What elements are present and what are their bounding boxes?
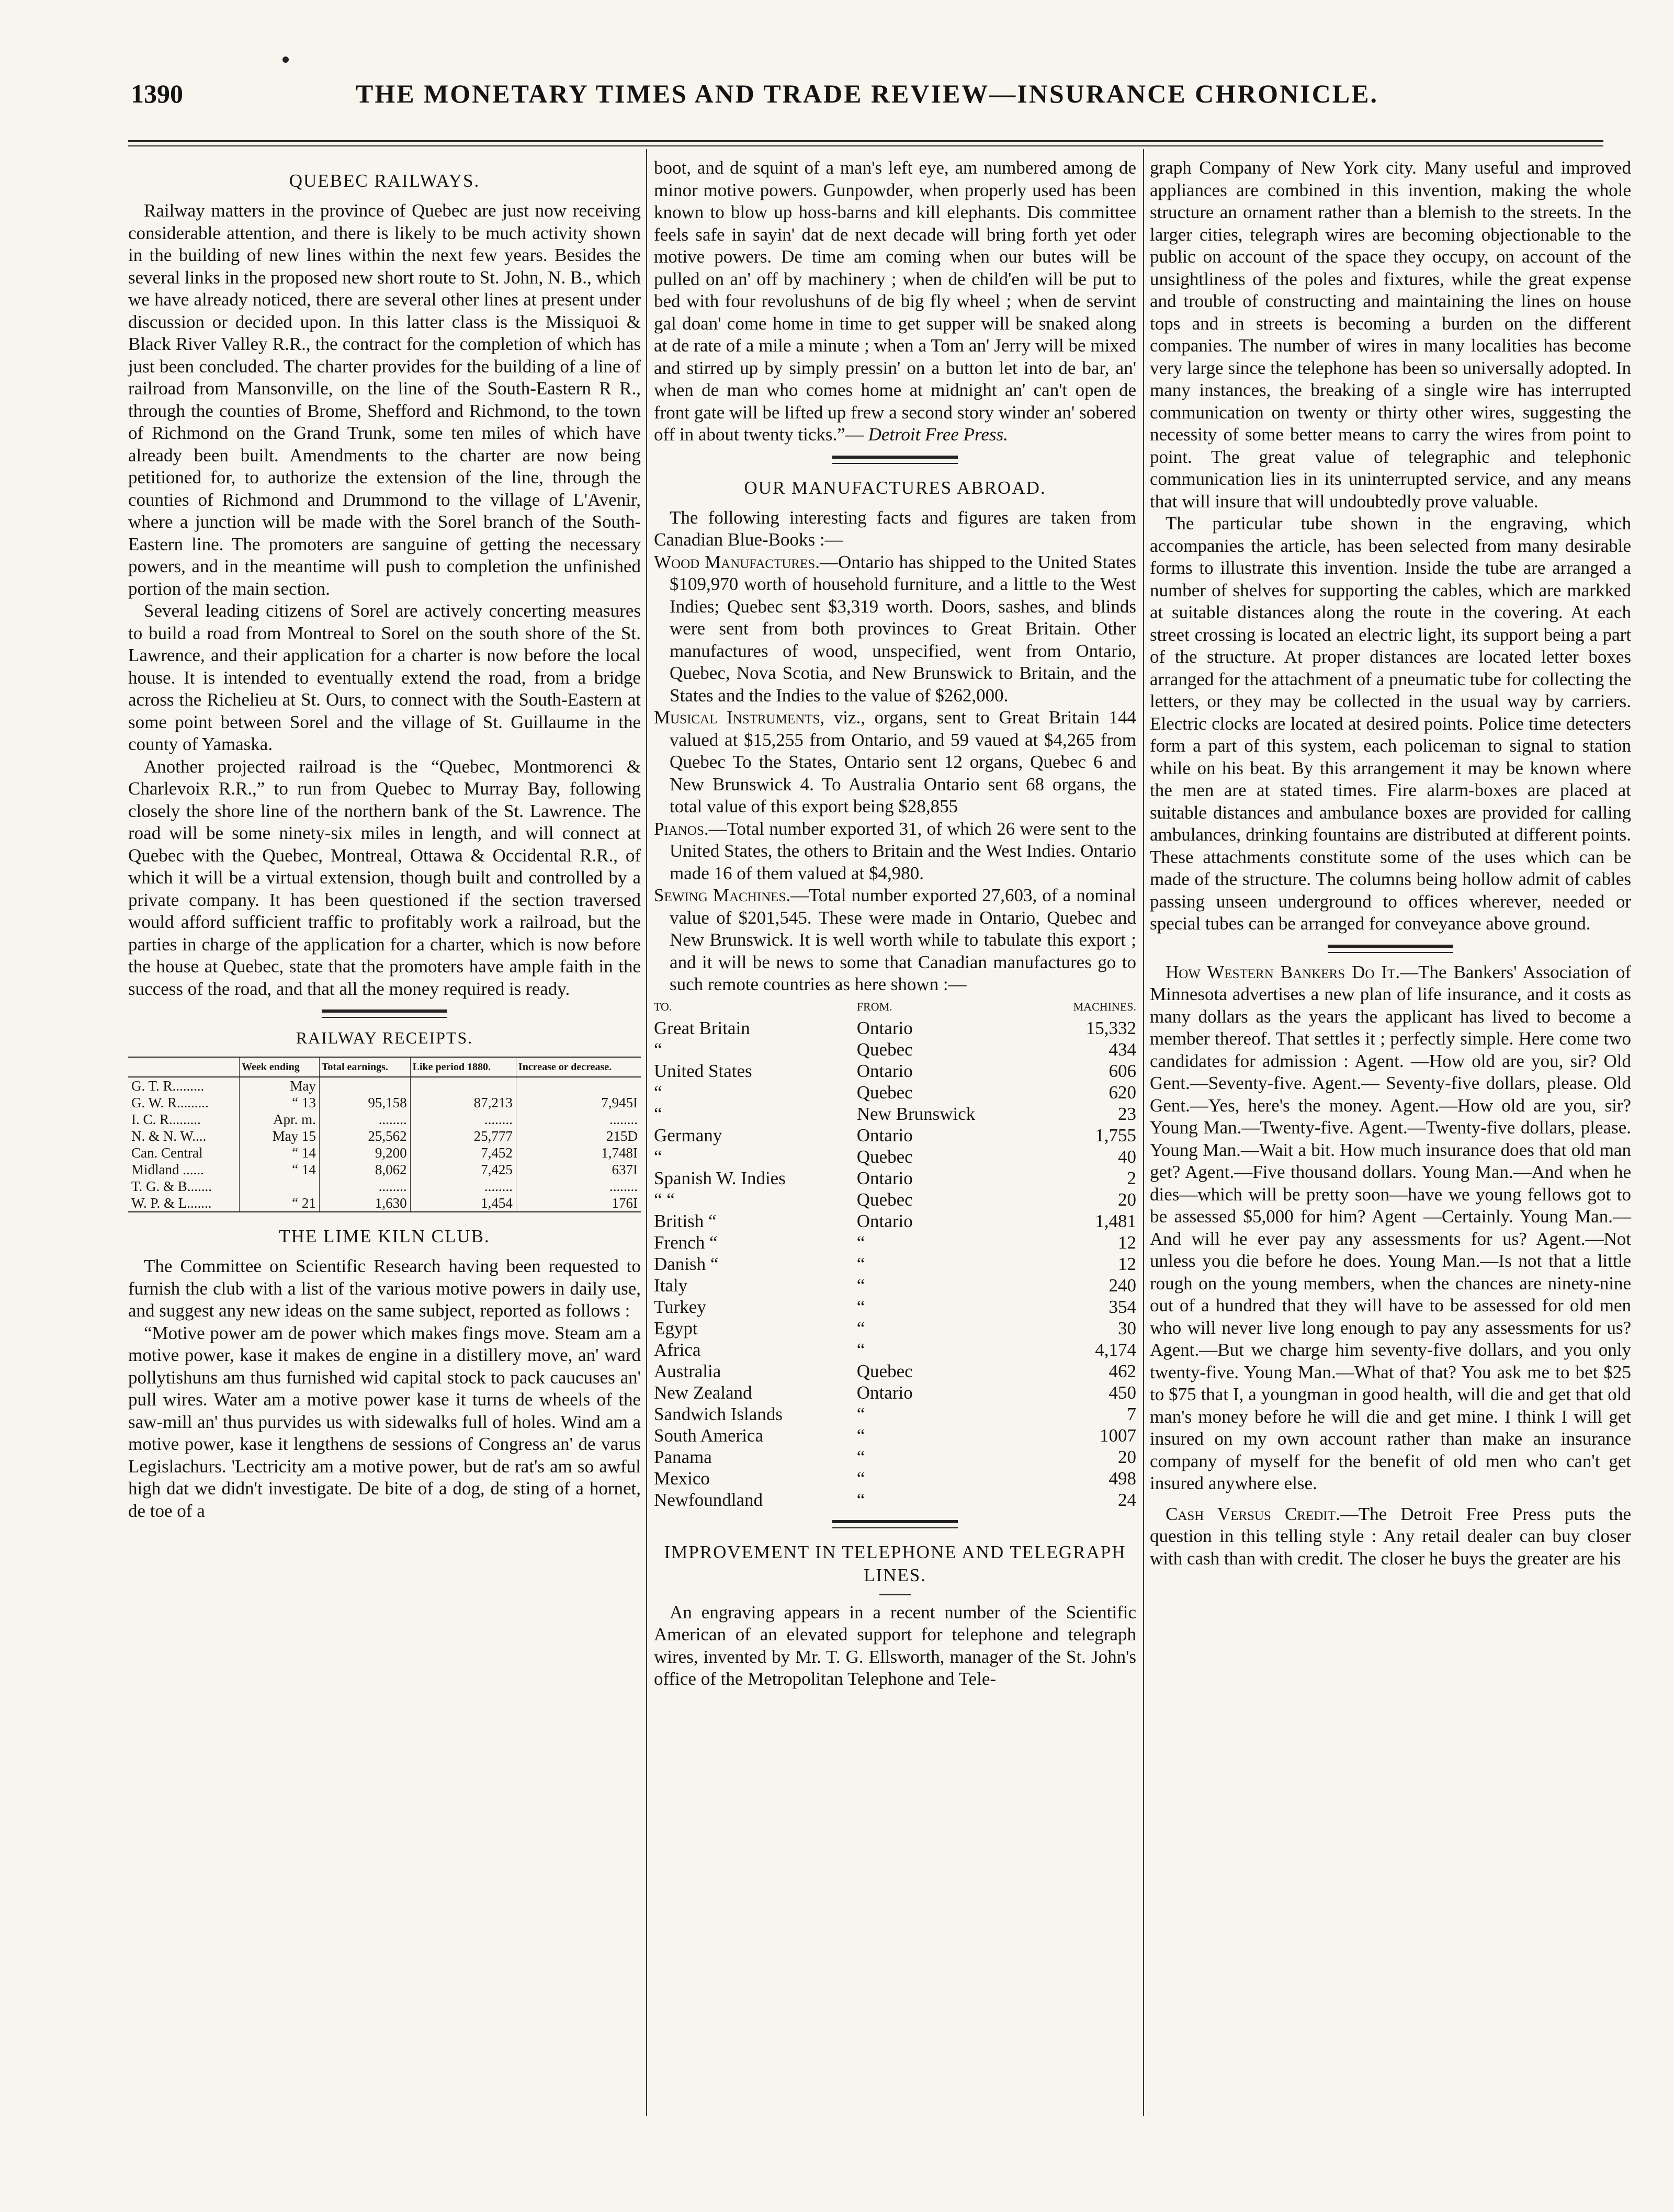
machines-cell: Quebec <box>856 1039 913 1060</box>
quebec-paragraph-1: Railway matters in the province of Quebec are just now receiving considerable attention, and there is likely to be much activity shown in the building of new lines within the next few years. Besides the several links in the proposed new short route to St. John, N. B., which we have already noticed, there are several other lines at present under discussion or decided upon. In this latter class is the Missiquoi & Black River Valley R.R., the contract for the completion of which has just been concluded. The charter provides for the building of a line of railroad from Mansonville, on the line of the South-Eastern R R., through the counties of Brome, Shefford and Richmond, to the town of Richmond on the Grand Trunk, some ten miles of which have already been built. Amendments to the charter are now being petitioned for, to authorize the extension of the line, through the counties of Richmond and Drummond to the village of L'Avenir, where a junction will be made with the Sorel branch of the South-Eastern line. The promoters are sanguine of getting the necessary powers, and in the meantime will push to completion the unfinished portion of the main section. <box>128 200 641 599</box>
machines-cell: Turkey <box>654 1296 706 1317</box>
section-separator <box>1328 945 1453 948</box>
lime-kiln-text: boot, and de squint of a man's left eye, am numbered among de minor motive powers. Gunpowder, when properly used has been known to blow up hoss-barns and kill elephants. Dis committee feels safe in sayin' dat de next decade will bring forth yet oder motive powers. De time am coming when our butes will be pulled on an' off by machinery ; when de child'en will be put to bed with four revolushuns of de big fly wheel ; when de servint gal doan' come home in time to get supper will be snaked along at de rate of a mile a minute ; when a Tom an' Jerry will be mixed and stirred up by simply pressin' on a button let into de bar, an' when de man who comes home at midnight an' can't open de front gate will be lifted up frew a second story winder an' sobered off in about twenty ticks.”— <box>654 157 1136 445</box>
cash-heading: Cash Versus Credit. <box>1166 1503 1340 1524</box>
music-text: viz., organs, sent to Great Britain 144 valued at $15,255 from Ontario, and 59 vaued at $4,265 from Quebec To the States, Ontario sent 12 organs, Quebec 6 and New Brunswick 4. To Australia Ontario sent 68 organs, the total value of this export being $28,855 <box>670 707 1136 816</box>
machines-cell: 1,755 <box>1095 1125 1136 1145</box>
header-rule-thin <box>128 145 1603 146</box>
quebec-paragraph-3: Another projected railroad is the “Quebec, Montmorenci & Charlevoix R.R.,” to run from Quebec to Murray Bay, following closely the shore line of the northern bank of the St. Lawrence. The road will be some ninety-six miles in length, and will connect at Quebec with the Quebec, Montreal, Ottawa & Occidental R.R., of which it will be a virtual extension, though built and controlled by a private company. It has been questioned if the section traversed would afford sufficient traffic to profitably work a railroad, but the parties in charge of the application for a charter, which is now before the house at Quebec, state that the promoters have ample faith in the success of the road, and that all the money required is ready. <box>128 756 641 999</box>
receipts-column-header: Increase or decrease. <box>516 1057 641 1077</box>
receipts-cell: 25,777 <box>410 1128 516 1144</box>
machines-cell: Quebec <box>856 1146 913 1167</box>
receipts-row <box>128 1128 641 1144</box>
machines-column-header: TO. <box>654 1000 672 1013</box>
receipts-cell: “ 14 <box>240 1161 320 1178</box>
machines-row <box>654 1318 1136 1339</box>
machines-cell: “ <box>856 1318 865 1338</box>
machines-cell: Panama <box>654 1446 712 1467</box>
machines-row <box>654 1189 1136 1210</box>
machines-cell: 240 <box>1109 1275 1136 1296</box>
receipts-cell: W. P. & L....... <box>128 1195 240 1212</box>
receipts-cell: 25,562 <box>319 1128 410 1144</box>
machines-cell: 7 <box>1127 1403 1136 1424</box>
lime-kiln-source: Detroit Free Press. <box>868 424 1008 445</box>
wood-manufactures <box>654 551 1136 707</box>
machines-cell: 4,174 <box>1095 1339 1136 1360</box>
machines-cell: “ <box>654 1082 662 1103</box>
machines-row <box>654 1468 1136 1489</box>
column-3 <box>1150 157 1631 1570</box>
receipts-cell: 637I <box>516 1161 641 1178</box>
column-rule <box>1143 149 1144 2116</box>
machines-cell: 606 <box>1109 1060 1136 1081</box>
machines-row <box>654 1125 1136 1146</box>
receipts-cell <box>319 1077 410 1094</box>
machines-cell: Quebec <box>856 1082 913 1103</box>
pianos-heading: Pianos. <box>654 818 709 839</box>
sewing-text: —Total number exported 27,603, of a nominal value of $201,545. These were made in Ontario, Quebec and New Brunswick. It is well worth while to tabulate this export ; and it will be news to some that Canadian manufactures go to such remote countries as here shown :— <box>670 885 1136 994</box>
receipts-cell: 95,158 <box>319 1094 410 1111</box>
section-separator <box>832 1520 958 1523</box>
machines-cell: “ “ <box>654 1189 675 1210</box>
machines-cell: United States <box>654 1060 752 1081</box>
machines-cell: Ontario <box>856 1125 913 1145</box>
machines-cell: “ <box>654 1146 662 1167</box>
machines-cell: 12 <box>1118 1232 1136 1253</box>
receipts-cell: 87,213 <box>410 1094 516 1111</box>
column-rule <box>646 149 647 2116</box>
receipts-row <box>128 1144 641 1161</box>
machines-cell: Quebec <box>856 1360 913 1381</box>
machines-row <box>654 1103 1136 1125</box>
machines-cell: Ontario <box>856 1167 913 1188</box>
machines-row <box>654 1403 1136 1425</box>
machines-row <box>654 1017 1136 1039</box>
receipts-cell: 8,062 <box>319 1161 410 1178</box>
receipts-row <box>128 1195 641 1212</box>
receipts-cell: ........ <box>319 1178 410 1195</box>
page-number: 1390 <box>131 79 183 108</box>
receipts-cell: G. W. R......... <box>131 1095 209 1110</box>
section-separator-thin <box>832 463 958 464</box>
machines-cell: 20 <box>1118 1446 1136 1467</box>
machines-cell: “ <box>856 1339 865 1360</box>
page-title: THE MONETARY TIMES AND TRADE REVIEW—INSURANCE CHRONICLE. <box>356 79 1378 108</box>
receipts-column-header: Week ending <box>240 1057 320 1077</box>
machines-cell: “ <box>856 1446 865 1467</box>
receipts-row <box>128 1111 641 1128</box>
machines-cell: “ <box>654 1039 662 1060</box>
receipts-cell: 176I <box>516 1195 641 1212</box>
receipts-cell: G. T. R......... <box>131 1078 205 1094</box>
manufactures-title: OUR MANUFACTURES ABROAD. <box>744 477 1046 498</box>
machines-cell: Sandwich Islands <box>654 1403 783 1424</box>
telephone-paragraph-3: The particular tube shown in the engraving, which accompanies the article, has been selected from many desirable forms to illustrate this invention. Inside the tube are arranged a number of shelves for supporting the cables, which are markked at suitable distances along the route in the covering. At each street crossing is located an electric light, its support being a part of the structure. At proper distances are located letter boxes arranged for the attachment of a pneumatic tube for collecting the letters, or they may be collected in the usual way by carriers. Electric clocks are located at desired points. Police time detecters form a part of this system, each policeman to signal to station while on his beat. By this arrangement it may be known where the men are at stated times. Fire alarm-boxes are placed at suitable distances and ambulance boxes are provided for calling ambulances, drinking fountains are distributed at different points. These attachments constitute some of the uses which can be made of the structure. The columns being hollow admit of cables passing unseen underground to offices wherever, needed or special tubes can be arranged for conveyance above ground. <box>1150 513 1631 934</box>
machines-cell: 1,481 <box>1095 1210 1136 1231</box>
telephone-title: IMPROVEMENT IN TELEPHONE AND TELEGRAPH LINES. <box>664 1541 1126 1585</box>
pianos <box>654 818 1136 885</box>
machines-cell: Ontario <box>856 1382 913 1403</box>
receipts-cell: 1,630 <box>319 1195 410 1212</box>
receipts-cell: Can. Central <box>131 1145 203 1161</box>
pianos-text: —Total number exported 31, of which 26 were sent to the United States, the others to Britain and the West Indies. Ontario made 16 of them valued at $4,980. <box>670 818 1136 883</box>
receipts-cell: 1,454 <box>410 1195 516 1212</box>
receipts-row <box>128 1077 641 1094</box>
receipts-row <box>128 1094 641 1111</box>
machines-cell: New Brunswick <box>856 1103 976 1124</box>
machines-row <box>654 1360 1136 1382</box>
machines-cell: “ <box>856 1232 865 1253</box>
receipts-cell: Midland ...... <box>131 1162 204 1177</box>
column-2 <box>654 157 1136 1691</box>
receipts-cell <box>516 1077 641 1094</box>
receipts-cell: 215D <box>516 1128 641 1144</box>
lime-kiln-paragraph-3 <box>654 157 1136 446</box>
ink-spot <box>282 56 289 63</box>
machines-cell: French “ <box>654 1232 718 1253</box>
machines-row <box>654 1146 1136 1167</box>
machines-cell: 354 <box>1109 1296 1136 1317</box>
machines-row <box>654 1167 1136 1189</box>
receipts-cell <box>240 1178 320 1195</box>
machines-row <box>654 1232 1136 1253</box>
header-rule <box>128 140 1603 142</box>
machines-cell: Ontario <box>856 1210 913 1231</box>
railway-receipts-table <box>128 1057 641 1212</box>
section-separator <box>322 1009 447 1013</box>
receipts-cell: ........ <box>516 1178 641 1195</box>
bankers-text: —The Bankers' Association of Minnesota advertises a new plan of life insurance, and it costs as many dollars as the years the applicant has lived to become a member thereof. That settles it ; perfectly simple. Here come two candidates for admission : Agent. —How old are you, sir? Old Gent.—Seventy-five. Agent.— Seventy-five dollars, please. Old Gent.—Yes, here's the money. Agent.—How old are you, sir? Young Man.—Twenty-five. Agent.—Twenty-five dollars, please. Young Man.—Wait a bit. How much insurance does that old man get? Agent.—Five thousand dollars. Young Man.—And when he dies—which will be pretty soon—have we young fellows got to be assessed $5,000 for him? Agent —Certainly. Young Man.—And will he ever pay any assessments for us? Agent.—Not unless you die before he does. Young Man.—Is not that a little rough on the young members, when the chances are ninety-nine out of a hundred that they will have to be assessed for old men who will never live long enough to pay any assessments for us? Agent.—But we charge him seventy-five dollars, and you only twenty-five. Young Man.—What of that? You ask me to bet $25 to $75 that I, a youngman in good health, will die and get that old man's money before he will die and get mine. I think I will get insured on my own account rather than make an insurance company of myself for the benefit of old men who can't get insured anywhere else. <box>1150 961 1631 1493</box>
receipts-cell: May <box>240 1077 320 1094</box>
machines-cell: 20 <box>1118 1189 1136 1210</box>
receipts-cell: 7,452 <box>410 1144 516 1161</box>
lime-kiln-title: THE LIME KILN CLUB. <box>279 1226 490 1246</box>
machines-cell: Australia <box>654 1360 721 1381</box>
machines-cell: 1007 <box>1100 1425 1136 1446</box>
railway-receipts-title: RAILWAY RECEIPTS. <box>296 1028 473 1047</box>
machines-cell: 450 <box>1109 1382 1136 1403</box>
machines-row <box>654 1082 1136 1103</box>
machines-cell: Spanish W. Indies <box>654 1167 786 1188</box>
music-heading: Musical Instruments, <box>654 707 825 728</box>
machines-cell: British “ <box>654 1210 717 1231</box>
machines-cell: 498 <box>1109 1468 1136 1489</box>
receipts-cell <box>410 1077 516 1094</box>
machines-cell: 462 <box>1109 1360 1136 1381</box>
receipts-cell: 1,748I <box>516 1144 641 1161</box>
machines-cell: New Zealand <box>654 1382 752 1403</box>
receipts-column-header: Total earnings. <box>319 1057 410 1077</box>
machines-row <box>654 1446 1136 1468</box>
receipts-cell: 7,425 <box>410 1161 516 1178</box>
receipts-cell: “ 14 <box>240 1144 320 1161</box>
machines-cell: 24 <box>1118 1489 1136 1510</box>
wood-heading: Wood Manufactures. <box>654 551 820 572</box>
machines-row <box>654 1210 1136 1232</box>
quebec-paragraph-2: Several leading citizens of Sorel are actively concerting measures to build a road from Montreal to Sorel on the south shore of the St. Lawrence, and their application for a charter is now before the local house. It is intended to eventually extend the road, from a bridge across the Richelieu at St. Ours, to connect with the South-Eastern at some point between Sorel and the village of St. Guillaume in the county of Yamaska. <box>128 600 641 754</box>
receipts-cell: “ 21 <box>240 1195 320 1212</box>
machines-cell: 12 <box>1118 1253 1136 1274</box>
section-separator <box>832 456 958 459</box>
machines-row <box>654 1489 1136 1511</box>
bankers-heading: How Western Bankers Do It. <box>1166 961 1400 982</box>
machines-cell: Ontario <box>856 1017 913 1038</box>
machines-column-header: MACHINES. <box>1073 1000 1136 1013</box>
lime-kiln-paragraph-2: “Motive power am de power which makes fings move. Steam am a motive power, kase it makes de engine in a distillery move, an' ward pollytishuns am thus furnished wid capital stock to pack caucuses an' pull wires. Water am a motive power kase it turns de wheels of the saw-mill an' thus purvides us with sidewalks full of holes. Wind am a motive power, kase it lengthens de sessions of Congress an' de varus Legislachurs. 'Lectricity am a motive power, but de rat's am so awful high dat we didn't investigate. De bite of a dog, de sting of a hornet, de toe of a <box>128 1322 641 1521</box>
receipts-column-header <box>128 1057 240 1077</box>
machines-cell: Egypt <box>654 1318 698 1338</box>
machines-table <box>654 996 1136 1511</box>
machines-row <box>654 1296 1136 1318</box>
machines-cell: 23 <box>1118 1103 1136 1124</box>
machines-cell: 15,332 <box>1085 1017 1136 1038</box>
machines-cell: Germany <box>654 1125 722 1145</box>
machines-row <box>654 1253 1136 1275</box>
telephone-paragraph-1: An engraving appears in a recent number of the Scientific American of an elevated support for telephone and telegraph wires, invented by Mr. T. G. Ellsworth, manager of the St. John's office of the Metropolitan Telephone and Tele- <box>654 1602 1136 1689</box>
machines-cell: Africa <box>654 1339 701 1360</box>
machines-cell: “ <box>654 1103 662 1124</box>
receipts-cell: ........ <box>410 1178 516 1195</box>
machines-cell: “ <box>856 1403 865 1424</box>
machines-row <box>654 1060 1136 1082</box>
receipts-row <box>128 1178 641 1195</box>
machines-column-header: FROM. <box>856 1000 892 1013</box>
machines-cell: “ <box>856 1253 865 1274</box>
sewing-machines <box>654 884 1136 996</box>
machines-cell: Italy <box>654 1275 688 1296</box>
machines-cell: Mexico <box>654 1468 710 1489</box>
machines-row <box>654 1382 1136 1403</box>
section-separator-thin <box>322 1017 447 1018</box>
manufactures-intro: The following interesting facts and figures are taken from Canadian Blue-Books :— <box>654 507 1136 550</box>
machines-cell: Danish “ <box>654 1253 719 1274</box>
sewing-heading: Sewing Machines. <box>654 885 791 905</box>
machines-cell: “ <box>856 1425 865 1446</box>
machines-cell: 30 <box>1118 1318 1136 1338</box>
machines-cell: Newfoundland <box>654 1489 763 1510</box>
receipts-cell: Apr. m. <box>240 1111 320 1128</box>
machines-cell: Quebec <box>856 1189 913 1210</box>
machines-row <box>654 1339 1136 1360</box>
machines-cell: “ <box>856 1468 865 1489</box>
receipts-row <box>128 1161 641 1178</box>
section-separator-thin <box>1328 952 1453 953</box>
page-header <box>131 78 1606 115</box>
receipts-cell: 7,945I <box>516 1094 641 1111</box>
machines-cell: “ <box>856 1275 865 1296</box>
cash-paragraph <box>1150 1503 1631 1570</box>
musical-instruments <box>654 707 1136 818</box>
machines-cell: 620 <box>1109 1082 1136 1103</box>
machines-row <box>654 1039 1136 1060</box>
receipts-cell: ........ <box>410 1111 516 1128</box>
machines-row <box>654 1425 1136 1446</box>
lime-kiln-paragraph-1: The Committee on Scientific Research having been requested to furnish the club with a list of the various motive powers in daily use, and suggest any new ideas on the same subject, reported as follows : <box>128 1256 641 1321</box>
machines-cell: “ <box>856 1296 865 1317</box>
receipts-cell: T. G. & B....... <box>131 1178 212 1194</box>
quebec-railways-title: QUEBEC RAILWAYS. <box>289 171 480 191</box>
machines-cell: “ <box>856 1489 865 1510</box>
column-1 <box>128 157 641 1522</box>
receipts-column-header: Like period 1880. <box>410 1057 516 1077</box>
machines-cell: South America <box>654 1425 763 1446</box>
receipts-cell: ........ <box>516 1111 641 1128</box>
wood-text: —Ontario has shipped to the United States $109,970 worth of household furniture, and a little to the West Indies; Quebec sent $3,319 worth. Doors, sashes, and blinds were sent from both provinces to Great Britain. Other manufactures of wood, unspecified, went from Ontario, Quebec, Nova Scotia, and New Brunswick to Britain, and the States and the Indies to the value of $262,000. <box>670 551 1137 706</box>
receipts-cell: N. & N. W.... <box>131 1128 207 1144</box>
machines-cell: 434 <box>1109 1039 1136 1060</box>
machines-cell: 40 <box>1118 1146 1136 1167</box>
machines-cell: 2 <box>1127 1167 1136 1188</box>
telephone-paragraph-2: graph Company of New York city. Many useful and improved appliances are combined in this invention, making the whole structure an ornament rather than a blemish to the streets. In the larger cities, telegraph wires are becoming objectionable to the public on account of the space they occupy, on account of the unsightliness of the poles and fixtures, while the great expense and trouble of constructing and maintaining the lines on house tops and in streets is becoming a burden on the different companies. The number of wires in many localities has become very large since the telephone has been so universally adopted. In many instances, the breaking of a single wire has interrupted communication on twenty or thirty other wires, suggesting the necessity of some better means to carry the wires from point to point. The great value of telegraphic and telephonic communication lies in its uninterrupted service, and any means that will insure that will undoubtedly prove valuable. <box>1150 157 1631 512</box>
bankers-paragraph <box>1150 961 1631 1495</box>
section-separator-thin <box>832 1527 958 1528</box>
title-dash <box>879 1594 911 1595</box>
receipts-cell: “ 13 <box>240 1094 320 1111</box>
receipts-cell: ........ <box>319 1111 410 1128</box>
machines-row <box>654 1275 1136 1296</box>
machines-cell: Ontario <box>856 1060 913 1081</box>
receipts-cell: May 15 <box>240 1128 320 1144</box>
receipts-cell: 9,200 <box>319 1144 410 1161</box>
cash-text: —The Detroit Free Press puts the question in this telling style : Any retail dealer can buy closer with cash than with credit. The closer he buys the greater are his <box>1150 1503 1631 1569</box>
receipts-cell: I. C. R......... <box>131 1111 201 1127</box>
machines-cell: Great Britain <box>654 1017 750 1038</box>
